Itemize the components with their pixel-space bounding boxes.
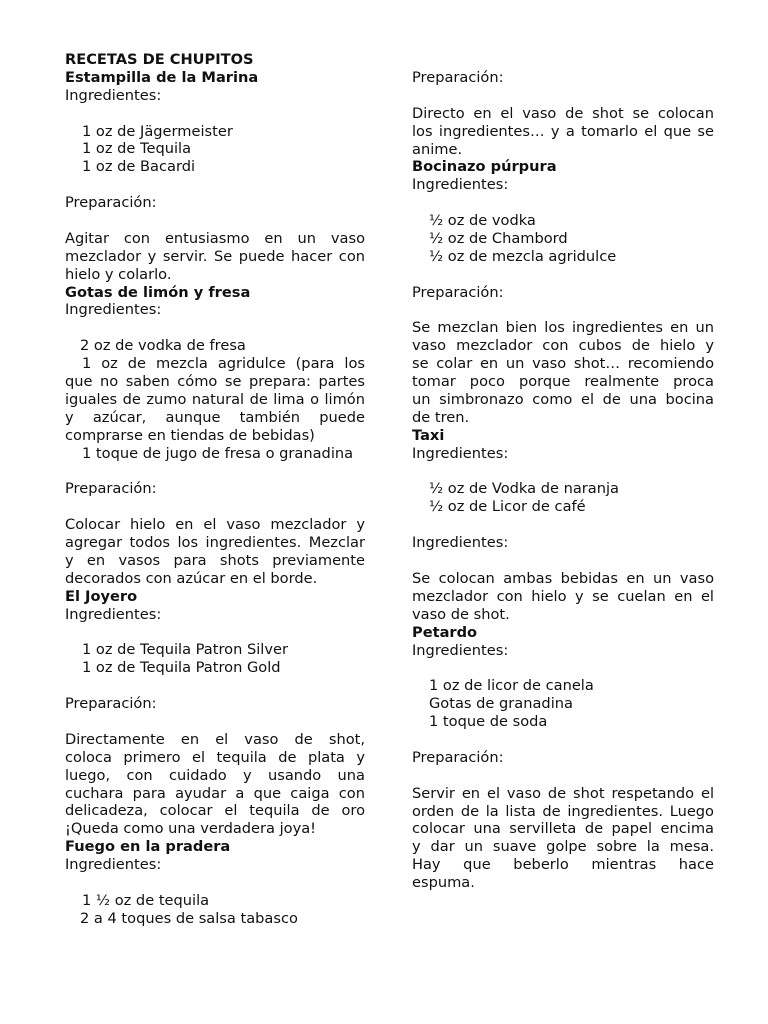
text-line: iguales de zumo natural de lima o limón <box>65 390 365 408</box>
text-line: luego, con cuidado y usando una <box>65 766 365 784</box>
text-line: Ingredientes: <box>65 86 162 104</box>
text-line: mezclador y servir. Se puede hacer con <box>65 247 365 265</box>
text-line: tomar poco porque realmente proca <box>412 373 714 391</box>
recipe-heading: El Joyero <box>65 587 138 605</box>
text-line: orden de la lista de ingredientes. Luego <box>412 802 714 820</box>
text-line: 1 oz de Bacardi <box>82 158 196 176</box>
text-line: que no saben cómo se prepara: partes <box>65 373 365 391</box>
text-line: 1 oz de Tequila Patron Gold <box>82 659 281 677</box>
text-line: 1 ½ oz de tequila <box>82 891 210 909</box>
text-line: Ingredientes: <box>65 605 162 623</box>
text-line: Ingredientes: <box>412 444 509 462</box>
text-line: y dar un suave golpe sobre la mesa. <box>412 838 714 856</box>
blank-line <box>65 874 365 892</box>
text-line: 1 toque de soda <box>429 713 548 731</box>
blank-line <box>412 463 714 481</box>
text-line: ½ oz de mezcla agridulce <box>429 247 617 265</box>
text-line: un simbronazo como el de una bocina <box>412 391 714 409</box>
text-line: Preparación: <box>65 695 157 713</box>
blank-line <box>65 624 365 642</box>
text-line: 1 oz de Tequila <box>82 140 192 158</box>
text-line: Colocar hielo en el vaso mezclador y <box>65 516 365 534</box>
blank-line <box>412 659 714 677</box>
blank-line <box>412 194 714 212</box>
text-line: 1 oz de Jägermeister <box>82 122 233 140</box>
right-text-column <box>412 69 714 892</box>
text-line: Directo en el vaso de shot se colocan <box>412 104 714 122</box>
text-line: vaso de shot. <box>412 605 510 623</box>
blank-line <box>65 105 365 123</box>
text-line: Preparación: <box>412 283 504 301</box>
blank-line <box>65 176 365 194</box>
text-line: colocar una servilleta de papel encima <box>412 820 714 838</box>
blank-line <box>65 212 365 230</box>
text-line: Hay que beberlo mientras hace <box>412 856 714 874</box>
recipe-heading: Petardo <box>412 623 478 641</box>
blank-line <box>65 713 365 731</box>
text-line: agregar todos los ingredientes. Mezclar <box>65 534 365 552</box>
text-line: y en vasos para shots previamente <box>65 551 365 569</box>
blank-line <box>412 87 714 105</box>
text-line: delicadeza, colocar el tequila de oro <box>65 802 365 820</box>
recipe-heading: Fuego en la pradera <box>65 838 231 856</box>
text-line: los ingredientes… y a tomarlo el que se <box>412 122 714 140</box>
blank-line <box>412 731 714 749</box>
text-line: coloca primero el tequila de plata y <box>65 748 365 766</box>
text-line: Preparación: <box>412 69 504 86</box>
text-line: 2 a 4 toques de salsa tabasco <box>80 909 298 927</box>
text-line: Preparación: <box>412 748 504 766</box>
blank-line <box>412 302 714 320</box>
text-line: ½ oz de Licor de café <box>429 498 586 516</box>
blank-line <box>65 319 365 337</box>
recipe-heading: RECETAS DE CHUPITOS <box>65 51 254 68</box>
text-line: Ingredientes: <box>412 176 509 194</box>
text-line: anime. <box>412 140 463 158</box>
text-line: 1 oz de Tequila Patron Silver <box>82 641 288 659</box>
text-line: cuchara para ayudar a que caiga con <box>65 784 365 802</box>
text-line: 1 toque de jugo de fresa o granadina <box>82 444 354 462</box>
text-line: Servir en el vaso de shot respetando el <box>412 784 714 802</box>
text-line: Preparación: <box>65 194 157 212</box>
text-line: y azúcar, aunque también puede <box>65 408 365 426</box>
text-line: Se colocan ambas bebidas en un vaso <box>412 569 714 587</box>
recipe-heading: Bocinazo púrpura <box>412 158 557 176</box>
recipe-heading: Estampilla de la Marina <box>65 68 259 86</box>
text-line: 2 oz de vodka de fresa <box>80 337 246 355</box>
text-line: se colar en un vaso shot… recomiendo <box>412 355 714 373</box>
text-line: 1 oz de mezcla agridulce (para los <box>82 355 365 373</box>
text-line: vaso mezclador con cubos de hielo y <box>412 337 714 355</box>
blank-line <box>412 266 714 284</box>
text-line: Gotas de granadina <box>429 695 573 713</box>
blank-line <box>412 516 714 534</box>
text-line: ¡Queda como una verdadera joya! <box>65 820 317 838</box>
recipe-heading: Gotas de limón y fresa <box>65 283 251 301</box>
text-line: decorados con azúcar en el borde. <box>65 569 318 587</box>
blank-line <box>412 552 714 570</box>
blank-line <box>65 462 365 480</box>
text-line: Ingredientes: <box>412 641 509 659</box>
text-line: Ingredientes: <box>65 301 162 319</box>
text-line: Ingredientes: <box>65 856 162 874</box>
text-line: ½ oz de Vodka de naranja <box>429 480 619 498</box>
text-line: espuma. <box>412 874 475 892</box>
text-line: Directamente en el vaso de shot, <box>65 730 365 748</box>
text-line: comprarse en tiendas de bebidas) <box>65 426 315 444</box>
text-line: de tren. <box>412 408 470 426</box>
text-line: 1 oz de licor de canela <box>429 677 594 695</box>
blank-line <box>65 677 365 695</box>
text-line: hielo y colarlo. <box>65 265 172 283</box>
text-line: Ingredientes: <box>412 534 509 552</box>
text-line: Se mezclan bien los ingredientes en un <box>412 319 714 337</box>
text-line: ½ oz de vodka <box>429 212 536 230</box>
recipe-heading: Taxi <box>412 426 445 444</box>
blank-line <box>65 498 365 516</box>
text-line: mezclador con hielo y se cuelan en el <box>412 587 714 605</box>
left-text-column <box>65 51 365 928</box>
text-line: ½ oz de Chambord <box>429 230 568 248</box>
blank-line <box>412 767 714 785</box>
text-line: Preparación: <box>65 480 157 498</box>
text-line: Agitar con entusiasmo en un vaso <box>65 229 365 247</box>
